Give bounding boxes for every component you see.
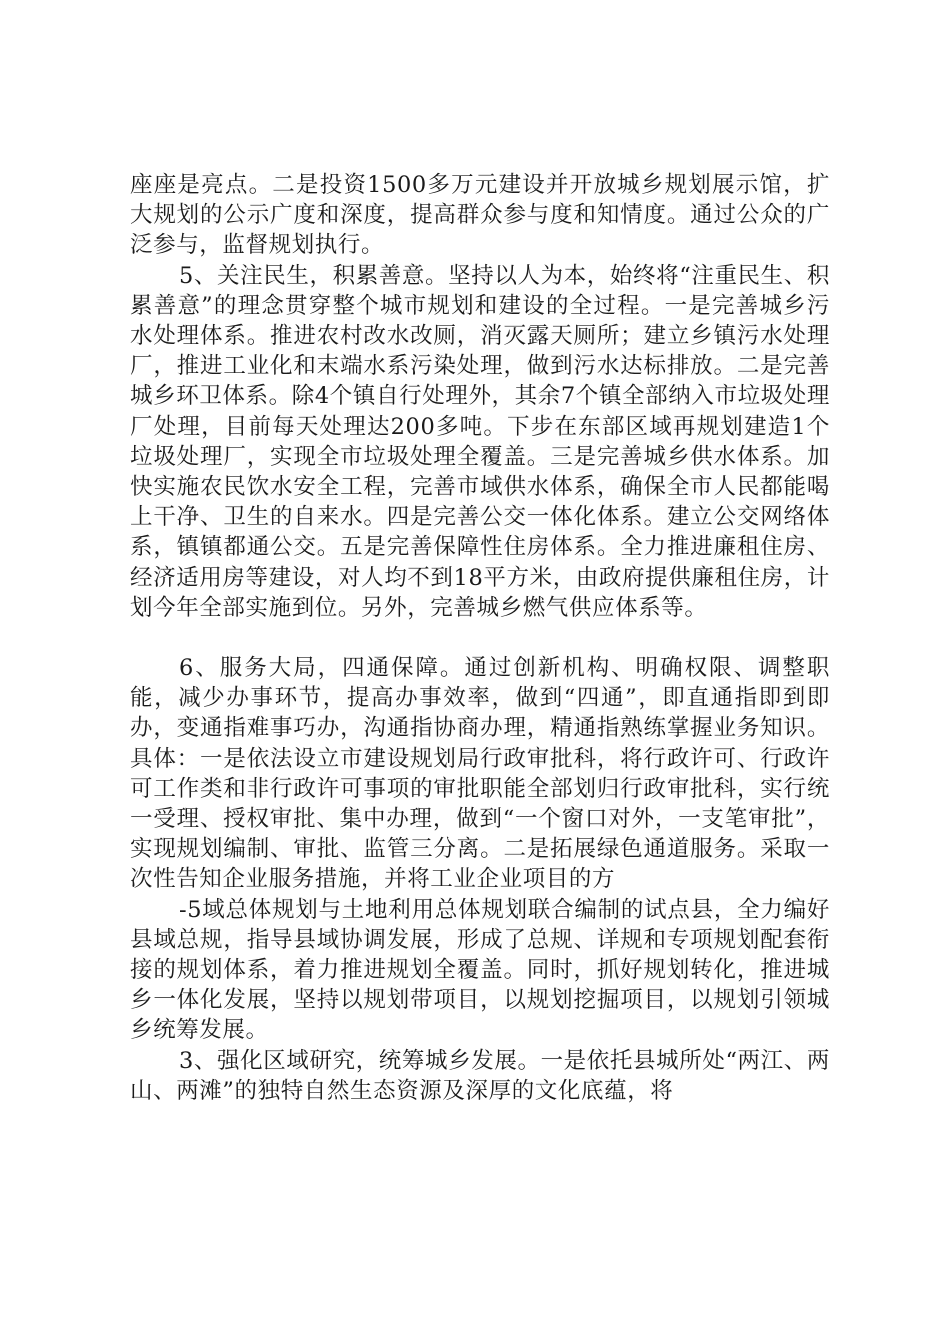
paragraph-4: -5域总体规划与土地利用总体规划联合编制的试点县，全力编好县域总规，指导县域协调发展，形成了总规、详规和专项规划配套衔接的规划体系，着力推进规划全覆盖。同时，抓好规划转化，推进城乡一体化发展，坚持以规划带项目，以规划挖掘项目，以规划引领城乡统筹发展。 [130, 896, 830, 1044]
paragraph-3: 6、服务大局，四通保障。通过创新机构、明确权限、调整职能，减少办事环节，提高办事效率，做到“四通”，即直通指即到即办，变通指难事巧办，沟通指协商办理，精通指熟练掌握业务知识。具体：一是依法设立市建设规划局行政审批科，将行政许可、行政许可工作类和非行政许可事项的审批职能全部划归行政审批科，实行统一受理、授权审批、集中办理，做到“一个窗口对外，一支笔审批”，实现规划编制、审批、监管三分离。二是拓展绿色通道服务。采取一次性告知企业服务措施，并将工业企业项目的方 [130, 655, 830, 893]
paragraph-2: 5、关注民生，积累善意。坚持以人为本，始终将“注重民生、积累善意”的理念贯穿整个城市规划和建设的全过程。一是完善城乡污水处理体系。推进农村改水改厕，消灭露天厕所；建立乡镇污水处理厂，推进工业化和末端水系污染处理，做到污水达标排放。二是完善城乡环卫体系。除4个镇自行处理外，其余7个镇全部纳入市垃圾处理厂处理，目前每天处理达200多吨。下步在东部区域再规划建造1个垃圾处理厂，实现全市垃圾处理全覆盖。三是完善城乡供水体系。加快实施农民饮水安全工程，完善市域供水体系，确保全市人民都能喝上干净、卫生的自来水。四是完善公交一体化体系。建立公交网络体系，镇镇都通公交。五是完善保障性住房体系。全力推进廉租住房、经济适用房等建设，对人均不到18平方米，由政府提供廉租住房，计划今年全部实施到位。另外，完善城乡燃气供应体系等。 [130, 262, 830, 621]
paragraph-1: 座座是亮点。二是投资1500多万元建设并开放城乡规划展示馆，扩大规划的公示广度和深度，提高群众参与度和知情度。通过公众的广泛参与，监督规划执行。 [130, 172, 830, 259]
document-body [130, 170, 830, 1106]
paragraph-5: 3、强化区域研究，统筹城乡发展。一是依托县城所处“两江、两山、两滩”的独特自然生态资源及深厚的文化底蕴，将 [130, 1047, 830, 1104]
